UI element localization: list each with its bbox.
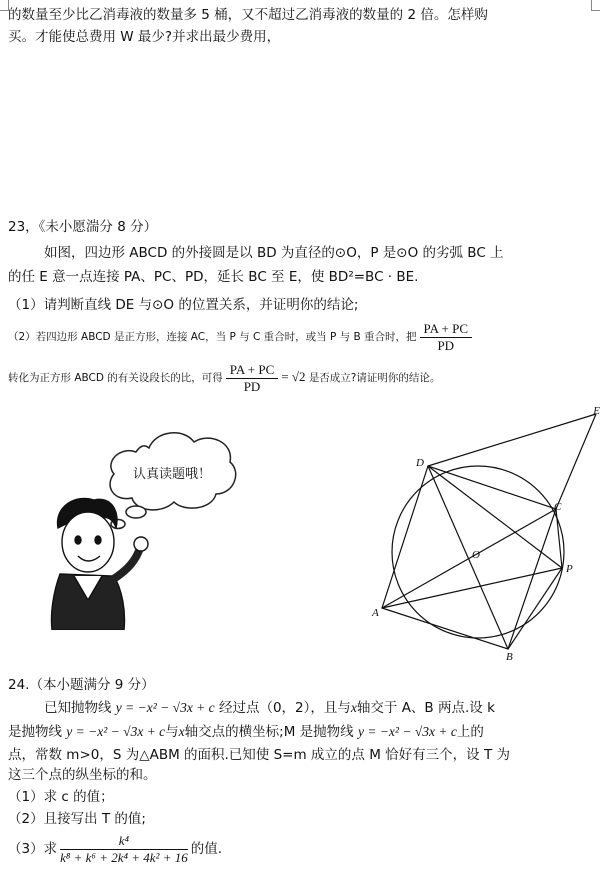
top-line-2: 买。才能使总费用 W 最少?并求出最少费用， bbox=[8, 29, 281, 45]
fraction-numerator: PA + PC bbox=[420, 321, 472, 338]
label-c: C bbox=[554, 501, 562, 513]
label-d: D bbox=[416, 457, 424, 469]
segment-pc bbox=[556, 509, 562, 568]
q24-sub-3-text: （3）求 bbox=[8, 841, 58, 857]
cloud-text: 认真读题哦！ bbox=[132, 466, 212, 481]
q24-sub-2: （2）且接写出 T 的值; bbox=[8, 811, 146, 827]
q23-sub-1: （1）请判断直线 DE 与⊙O 的位置关系，并证明你的结论; bbox=[8, 297, 359, 313]
q24-text: 是抛物线 bbox=[8, 724, 62, 740]
diagonal-bd bbox=[428, 466, 508, 649]
parabola-formula: y = −x² − √3x + c bbox=[115, 700, 215, 715]
q23-header: 23，《未小愿湍分 8 分） bbox=[8, 219, 158, 235]
fraction-numerator: PA + PC bbox=[226, 362, 278, 379]
segment-pb bbox=[508, 568, 562, 649]
q24-text: 经过点（0，2），且与 bbox=[218, 700, 351, 716]
q23-fraction-2 bbox=[226, 362, 278, 395]
sqrt2-equation: = √2 bbox=[281, 369, 306, 384]
label-e: E bbox=[593, 405, 600, 417]
thought-cloud bbox=[102, 433, 236, 537]
diagonal-ac bbox=[382, 509, 556, 608]
q24-sub-3-post: 的值. bbox=[190, 841, 223, 857]
label-p: P bbox=[566, 563, 573, 575]
label-o: O bbox=[472, 549, 480, 561]
label-b: B bbox=[506, 651, 513, 662]
q23-sub-2 bbox=[8, 320, 475, 354]
square-abcd bbox=[382, 466, 556, 649]
q24-fraction bbox=[60, 833, 188, 866]
q23-sub-3-post: 是否成立?请证明你的结论。 bbox=[308, 372, 441, 384]
q23-para-2: 的任 E 意一点连接 PA、PC、PD，延长 BC 至 E，使 BD²=BC · BE. bbox=[8, 269, 419, 285]
fraction-denominator: PD bbox=[243, 378, 261, 394]
fraction-denominator: k⁸ + k⁶ + 2k⁴ + 4k² + 16 bbox=[60, 849, 188, 865]
q24-text: 已知抛物线 bbox=[44, 700, 112, 716]
label-a: A bbox=[372, 607, 379, 619]
q24-line-1 bbox=[44, 699, 495, 717]
q24-text: 与 bbox=[165, 724, 179, 740]
q23-sub-3-text: 转化为正方形 ABCD 的有关设段长的比，可得 bbox=[8, 372, 223, 384]
segment-de bbox=[428, 414, 596, 466]
q24-sub-1: （1）求 c 的值； bbox=[8, 789, 114, 805]
q24-line-3: 点，常数 m>0，S 为△ABM 的面积.已知使 S=m 成立的点 M 恰好有三个，设 T 为 bbox=[8, 747, 510, 763]
q24-line-2 bbox=[8, 723, 484, 741]
top-line-1: 的数量至少比乙消毒液的数量多 5 桶，又不超过乙消毒液的数量的 2 倍。怎样购 bbox=[8, 7, 488, 23]
corner-mark-right bbox=[591, 0, 600, 11]
x-variable: x bbox=[178, 724, 185, 739]
cartoon-boy-illustration bbox=[44, 420, 244, 630]
q23-sub-2-text: （2）若四边形 ABCD 是正方形，连接 AC，当 P 与 C 重合时，或当 P 与 B 重合时，把 bbox=[8, 331, 417, 343]
q23-para-1: 如图，四边形 ABCD 的外接圆是以 BD 为直径的⊙O，P 是⊙O 的劣弧 BC 上 bbox=[44, 245, 504, 261]
circle-geometry-figure bbox=[360, 400, 600, 662]
segment-pa bbox=[382, 568, 562, 608]
q24-sub-3 bbox=[8, 832, 222, 866]
fraction-denominator: PD bbox=[437, 337, 455, 353]
segment-ce bbox=[556, 414, 596, 509]
q24-text: 轴交点的横坐标;M 是抛物线 bbox=[184, 724, 354, 740]
parabola-formula: y = −x² − √3x + c bbox=[66, 724, 166, 739]
q23-sub-3 bbox=[8, 360, 440, 395]
q24-text: 轴交于 A、B 两点.设 k bbox=[356, 700, 495, 716]
x-variable: x bbox=[350, 700, 357, 715]
q24-text: 上的 bbox=[456, 724, 484, 740]
q23-fraction-1 bbox=[420, 321, 472, 354]
fraction-numerator: k⁴ bbox=[60, 833, 188, 850]
q24-header: 24.（本小题满分 9 分） bbox=[8, 677, 155, 693]
q24-line-4: 这三个点的纵坐标的和。 bbox=[8, 767, 157, 783]
parabola-formula: y = −x² − √3x + c bbox=[357, 724, 457, 739]
